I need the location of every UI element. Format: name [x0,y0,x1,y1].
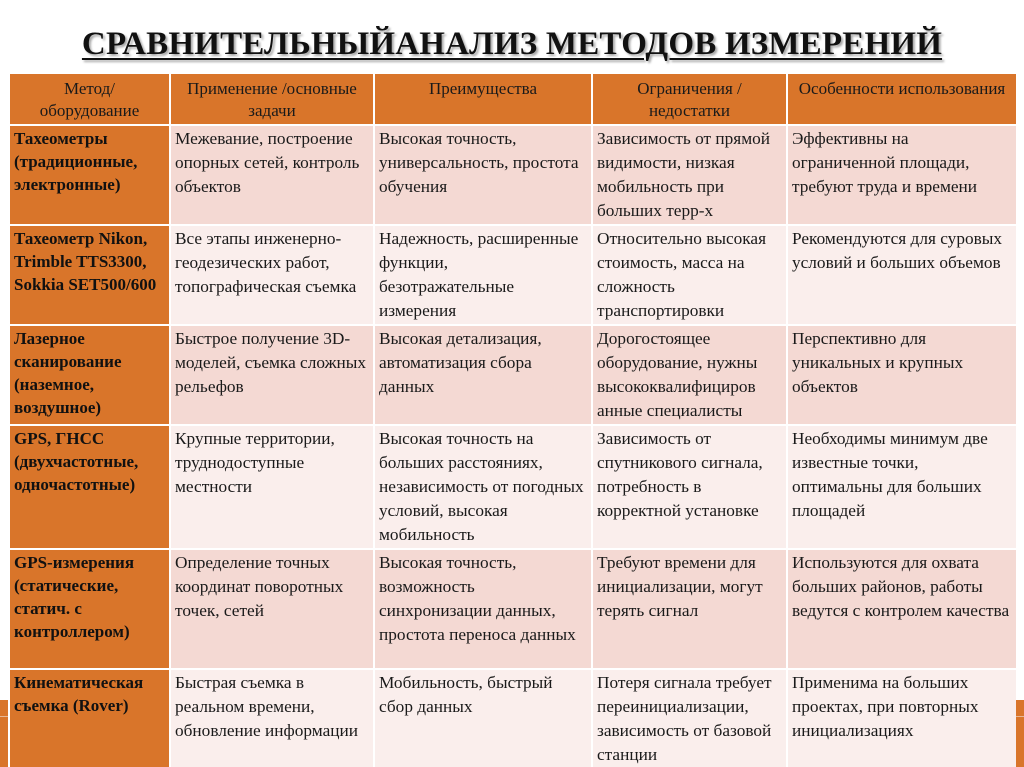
table-cell-method: Тахеометр Nikon, Trimble TTS3300, Sokkia SET500/600 [9,225,170,325]
table-row [9,125,1016,225]
table-cell: Надежность, расширенные функции, безотражательные измерения [374,225,592,325]
table-row [9,669,1016,767]
table-cell: Зависимость от спутникового сигнала, потребность в корректной установке [592,425,787,549]
table-cell: Быстрое получение 3D-моделей, съемка сложных рельефов [170,325,374,425]
table-header-row [9,73,1016,125]
header-features: Особенности использования [787,73,1016,125]
table-cell-method: Лазерное сканирование (наземное, воздушное) [9,325,170,425]
table-cell: Используются для охвата больших районов, работы ведутся с контролем качества [787,549,1016,669]
table-row [9,549,1016,669]
table-cell-method: GPS, ГНСС (двухчастотные, одночастотные) [9,425,170,549]
table-row [9,225,1016,325]
header-application: Применение /основные задачи [170,73,374,125]
table-cell: Мобильность, быстрый сбор данных [374,669,592,767]
table-cell: Эффективны на ограниченной площади, требуют труда и времени [787,125,1016,225]
table-cell: Применима на больших проектах, при повторных инициализациях [787,669,1016,767]
table-cell: Относительно высокая стоимость, масса на сложность транспортировки [592,225,787,325]
table-cell-method: Тахеометры (традиционные, электронные) [9,125,170,225]
comparison-table-container [8,72,1016,767]
table-cell-method: GPS-измерения (статические, статич. с контроллером) [9,549,170,669]
comparison-table [8,72,1016,767]
table-cell: Крупные территории, труднодоступные местности [170,425,374,549]
table-cell: Рекомендуются для суровых условий и больших объемов [787,225,1016,325]
table-cell-method: Кинематическая съемка (Rover) [9,669,170,767]
table-cell: Определение точных координат поворотных точек, сетей [170,549,374,669]
header-limitations: Ограничения /недостатки [592,73,787,125]
table-cell: Требуют времени для инициализации, могут терять сигнал [592,549,787,669]
page-title: СРАВНИТЕЛЬНЫЙАНАЛИЗ МЕТОДОВ ИЗМЕРЕНИЙ [81,26,943,62]
table-cell: Высокая детализация, автоматизация сбора данных [374,325,592,425]
table-cell: Быстрая съемка в реальном времени, обновление информации [170,669,374,767]
header-method: Метод/ оборудование [9,73,170,125]
table-cell: Необходимы минимум две известные точки, оптимальны для больших площадей [787,425,1016,549]
table-row [9,325,1016,425]
header-advantages: Преимущества [374,73,592,125]
table-row [9,425,1016,549]
table-cell: Высокая точность, универсальность, простота обучения [374,125,592,225]
table-cell: Зависимость от прямой видимости, низкая мобильность при больших терр-х [592,125,787,225]
table-cell: Высокая точность, возможность синхронизации данных, простота переноса данных [374,549,592,669]
table-cell: Межевание, построение опорных сетей, контроль объектов [170,125,374,225]
table-cell: Потеря сигнала требует переинициализации, зависимость от базовой станции [592,669,787,767]
table-cell: Высокая точность на больших расстояниях, независимость от погодных условий, высокая мобильность [374,425,592,549]
table-cell: Перспективно для уникальных и крупных объектов [787,325,1016,425]
table-cell: Все этапы инженерно-геодезических работ, топографическая съемка [170,225,374,325]
table-cell: Дорогостоящее оборудование, нужны высококвалифициров анные специалисты [592,325,787,425]
